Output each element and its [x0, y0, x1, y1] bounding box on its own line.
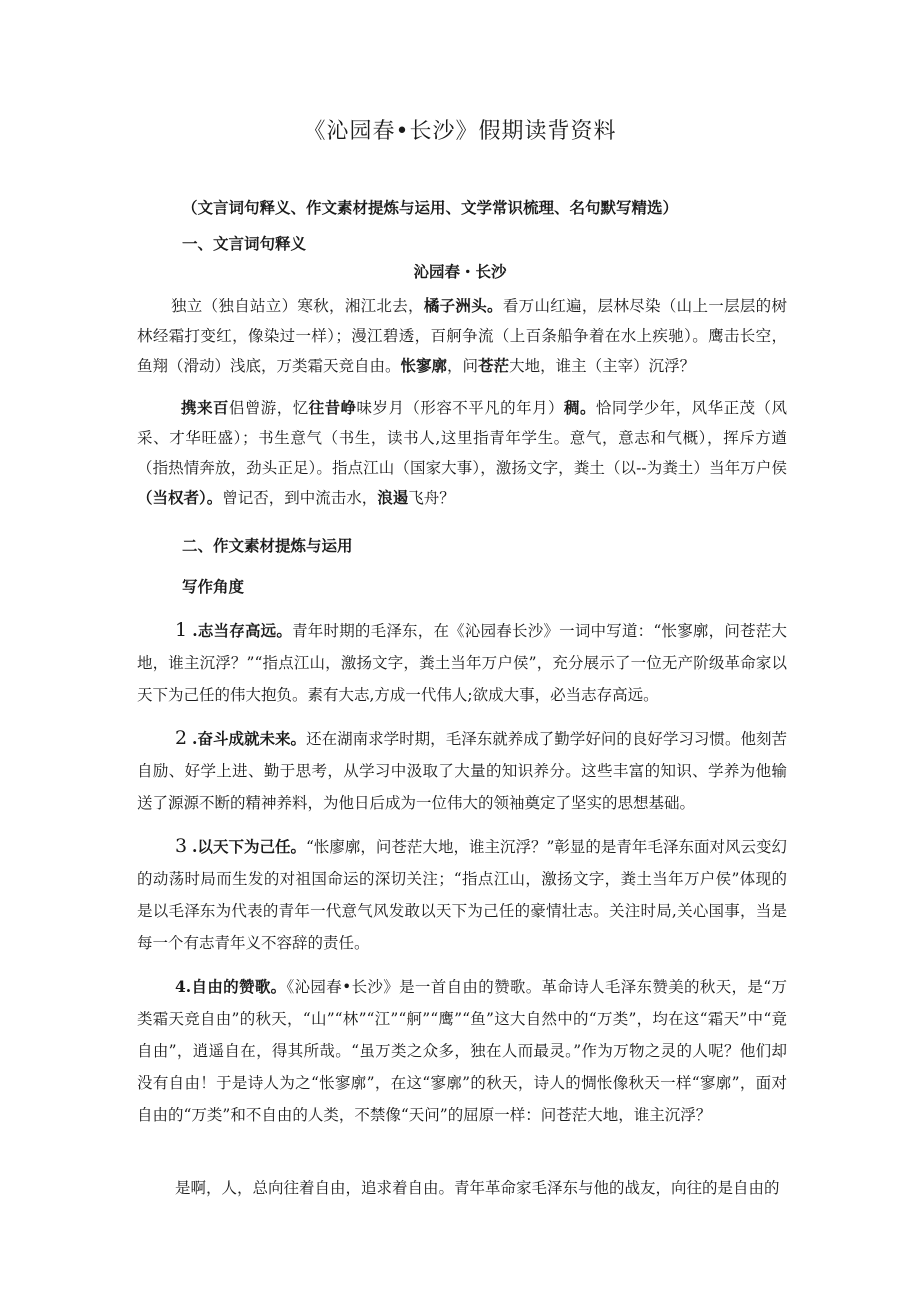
poem-text: 大地，谁主（主宰）沉浮？: [509, 357, 696, 375]
item-heading: 自由的赞歌。: [191, 977, 287, 996]
poem-text: ，问: [447, 357, 479, 375]
poem-text: 味岁月（形容不平凡的年月）: [356, 399, 564, 417]
item-text: “怅廖廓，问苍茫大地，谁主沉浮？”彰显的是青年毛泽东面对风云变幻的动荡时局而生发的对祖国命运的深切关注；“指点江山，激扬文字，粪土当年万户侯”体现的是以毛泽东为代表的青年一代意气风发敢以天下为己任的豪情壮志。关注时局,关心国事，当是每一个有志青年义不容辞的责任。: [137, 838, 787, 952]
poem-emphasis: 怅寥廓: [400, 356, 448, 375]
poem-emphasis: 往昔峥: [308, 398, 357, 417]
writing-angle-heading: 写作角度: [182, 577, 245, 596]
section-heading-2: 二、作文素材提炼与运用: [182, 536, 353, 555]
material-item-3: [137, 830, 787, 959]
poem-emphasis: 橘子洲头。: [423, 296, 503, 315]
item-text: 《沁园春•长沙》是一首自由的赞歌。革命诗人毛泽东赞美的秋天，是“万类霜天竞自由”的秋天，“山”“林”“江”“舸”“鹰”“鱼”这大自然中的“万类”，均在这“霜天”中“竟自由”，逍遥自在，得其所哉。“虽万类之众多，独在人而最灵。”作为万物之灵的人呢？他们却没有自由！于是诗人为之“怅寥廓”，在这“寥廓”的秋天，诗人的惆怅像秋天一样“寥廓”，面对自由的“万类”和不自由的人类，不禁像“天问”的屈原一样：问苍茫大地，谁主沉浮？: [137, 978, 787, 1124]
poem-text: 独立（独自站立）寒秋，湘江北去，: [171, 297, 424, 315]
poem-text: 曾记否，到中流击水，: [222, 489, 378, 507]
poem-emphasis: （当权者）。: [137, 488, 223, 507]
material-item-4: [137, 971, 787, 1131]
poem-title: 沁园春・长沙: [413, 262, 507, 281]
item-number: 4.: [175, 977, 192, 996]
item-heading: .以天下为己任。: [192, 837, 306, 856]
closing-paragraph: 是啊，人，总向往着自由，追求着自由。青年革命家毛泽东与他的战友，向往的是自由的: [175, 1179, 780, 1197]
poem-text: 看万山红遍，层林尽染（山上一层层的树林经霜打变红，像染过一样）；漫江碧透，百舸争流（上百条船争着在水上疾驰）。鹰击长空，鱼翔（滑动）浅底，万类霜天竞自由。: [137, 297, 787, 375]
item-text: 还在湖南求学时期，毛泽东就养成了勤学好问的良好学习习惯。他刻苦自励、好学上进、勤于思考，从学习中汲取了大量的知识养分。这些丰富的知识、学养为他输送了源源不断的精神养料，为他日后成为一位伟大的领袖奠定了坚实的思想基础。: [137, 730, 787, 812]
poem-paragraph-2: [137, 393, 787, 513]
material-item-2: [137, 722, 787, 819]
item-text: 青年时期的毛泽东，在《沁园春长沙》一词中写道：“怅寥廓，问苍茫大地，谁主沉浮？”“指点江山，激扬文字，粪土当年万户侯”，充分展示了一位无产阶级革命家以天下为己任的伟大抱负。素有大志,方成一代伟人;欲成大事，必当志存高远。: [137, 622, 787, 704]
poem-emphasis: 携来百: [181, 398, 229, 417]
section-heading-1: 一、文言词句释义: [182, 234, 307, 253]
item-number: 3: [175, 835, 188, 857]
poem-emphasis: 浪遏: [377, 488, 409, 507]
material-item-1: [137, 614, 787, 711]
poem-text: 飞舟？: [408, 489, 455, 507]
item-number: 2: [175, 727, 188, 749]
poem-paragraph-1: [137, 291, 787, 381]
document-subtitle: （文言词句释义、作文素材提炼与运用、文学常识梳理、名句默写精选）: [182, 198, 679, 217]
poem-emphasis: 稠。: [564, 398, 596, 417]
item-heading: .奋斗成就未来。: [192, 729, 307, 748]
poem-text: 侣曾游，忆: [228, 399, 309, 417]
item-number: 1: [175, 619, 188, 641]
page-title: 《沁园春•长沙》假期读背资料: [303, 119, 617, 144]
item-heading: .志当存高远。: [192, 621, 293, 640]
poem-text: 恰同学少年，风华正茂（风采、才华旺盛）；书生意气（书生，读书人,这里指青年学生。意气，意志和气概），挥斥方遒（指热情奔放，劲头正足）。指点江山（国家大事），激扬文字，粪土（以--为粪土）当年万户侯: [137, 399, 787, 477]
poem-emphasis: 苍茫: [478, 356, 510, 375]
